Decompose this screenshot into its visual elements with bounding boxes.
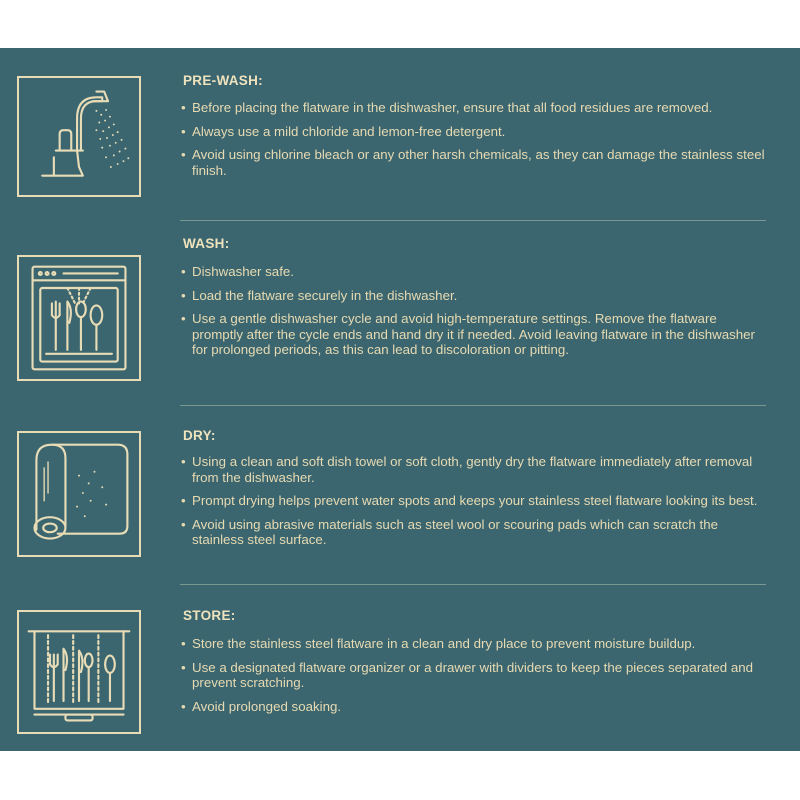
section-heading-wash: WASH: [183, 236, 230, 251]
list-item: • Using a clean and soft dish towel or soft cloth, gently dry the flatware immediately after removal from the dishwasher. [180, 454, 770, 485]
section-divider [180, 220, 766, 221]
section-divider [180, 584, 766, 585]
store-list [180, 636, 770, 722]
list-item: • Dishwasher safe. [180, 264, 770, 280]
list-item: • Store the stainless steel flatware in a clean and dry place to prevent moisture buildup. [180, 636, 770, 652]
list-item: • Always use a mild chloride and lemon-free detergent. [180, 124, 770, 140]
list-item: • Avoid using abrasive materials such as steel wool or scouring pads which can scratch the stainless steel surface. [180, 517, 770, 548]
list-item: • Load the flatware securely in the dishwasher. [180, 288, 770, 304]
dishwasher-icon [17, 255, 141, 381]
drawer-organizer-icon [17, 610, 141, 734]
section-heading-pre-wash: PRE-WASH: [183, 73, 263, 88]
section-divider [180, 405, 766, 406]
wash-list [180, 264, 770, 366]
list-item: • Avoid prolonged soaking. [180, 699, 770, 715]
care-instructions-panel [0, 48, 800, 751]
pre-wash-list [180, 100, 770, 186]
section-heading-store: STORE: [183, 608, 236, 623]
towel-roll-icon [17, 431, 141, 557]
list-item: • Avoid using chlorine bleach or any other harsh chemicals, as they can damage the stainless steel finish. [180, 147, 770, 178]
dry-list [180, 454, 770, 556]
list-item: • Use a gentle dishwasher cycle and avoid high-temperature settings. Remove the flatware promptly after the cycle ends and hand dry it if needed. Avoid leaving flatware in the dishwasher for prolonged periods, as this can lead to discoloration or pitting. [180, 311, 770, 358]
list-item: • Use a designated flatware organizer or a drawer with dividers to keep the pieces separated and prevent scratching. [180, 660, 770, 691]
list-item: • Prompt drying helps prevent water spots and keeps your stainless steel flatware looking its best. [180, 493, 770, 509]
faucet-icon [17, 76, 141, 197]
section-heading-dry: DRY: [183, 428, 216, 443]
list-item: • Before placing the flatware in the dishwasher, ensure that all food residues are removed. [180, 100, 770, 116]
